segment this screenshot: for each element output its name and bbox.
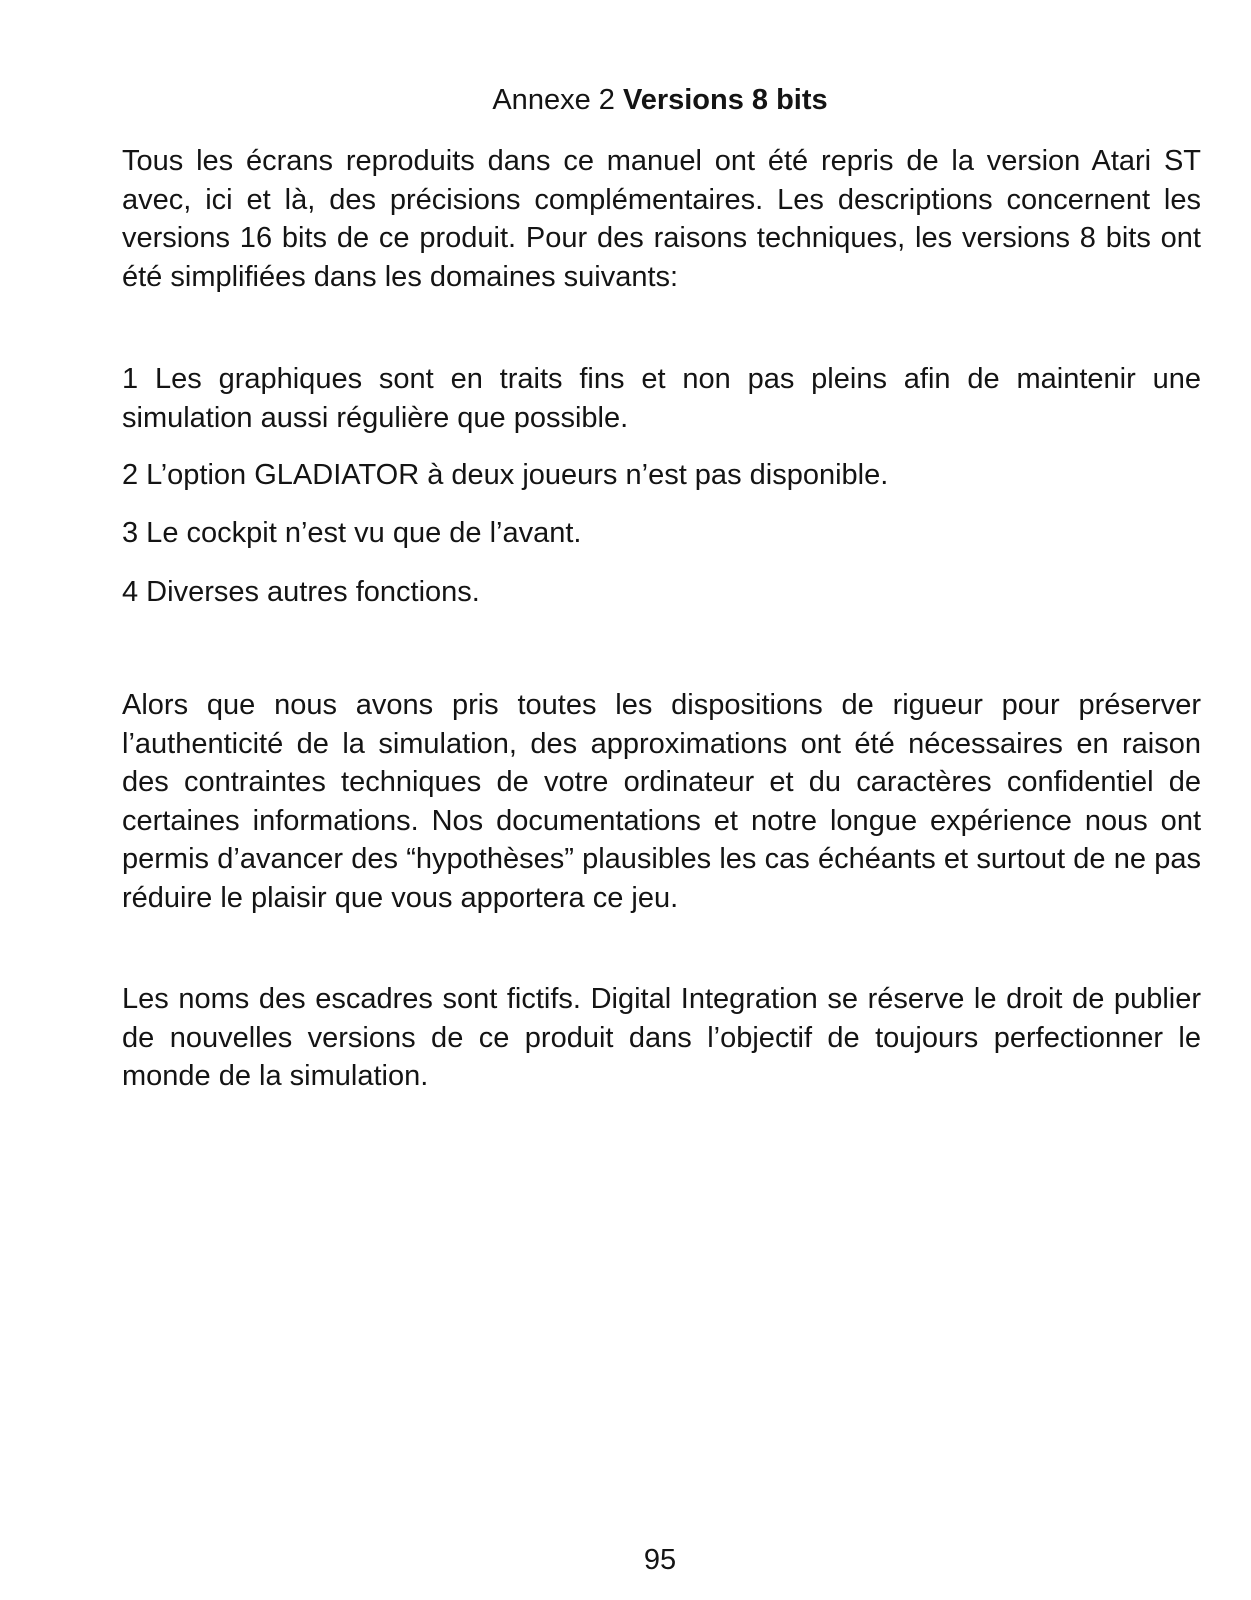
list-item — [122, 514, 1201, 553]
heading-prefix: Annexe 2 — [492, 84, 615, 116]
list-item — [122, 573, 1201, 612]
main-paragraph: Alors que nous avons pris toutes les dispositions de rigueur pour préserver l’authenticité de la simulation, des approximations ont été nécessaires en raison des contraintes techniques de votre ordinateur et du caractères confidentiel de certaines informations. Nos documentations et notre longue expérience nous ont permis d’avancer des “hypothèses” plausibles les cas échéants et surtout de ne pas réduire le plaisir que vous apportera ce jeu. — [122, 689, 1201, 914]
main-paragraph-block — [122, 686, 1201, 917]
list-item-text: 2 L’option GLADIATOR à deux joueurs n’est pas disponible. — [122, 459, 889, 491]
final-paragraph-block — [122, 980, 1201, 1096]
heading-title: Versions 8 bits — [622, 84, 828, 116]
list-item-text: 3 Le cockpit n’est vu que de l’avant. — [122, 517, 582, 549]
list-item-text: 4 Diverses autres fonctions. — [122, 576, 480, 608]
intro-paragraph-block — [122, 142, 1201, 296]
page-number: 95 — [643, 1544, 677, 1576]
final-paragraph: Les noms des escadres sont fictifs. Digital Integration se réserve le droit de publier de nouvelles versions de ce produit dans l’objectif de toujours perfectionner le monde de la simulation. — [122, 983, 1201, 1092]
list-item — [122, 456, 1201, 495]
section-heading — [0, 80, 1251, 120]
list-item — [122, 360, 1201, 437]
intro-paragraph: Tous les écrans reproduits dans ce manuel ont été repris de la version Atari ST avec, ici et là, des précisions complémentaires. Les descriptions concernent les versions 16 bits de ce produit. Pour des raisons techniques, les versions 8 bits ont été simplifiées dans les domaines suivants: — [122, 145, 1201, 293]
list-item-text: 1 Les graphiques sont en traits fins et non pas pleins afin de maintenir une simulation aussi régulière que possible. — [122, 363, 1201, 434]
